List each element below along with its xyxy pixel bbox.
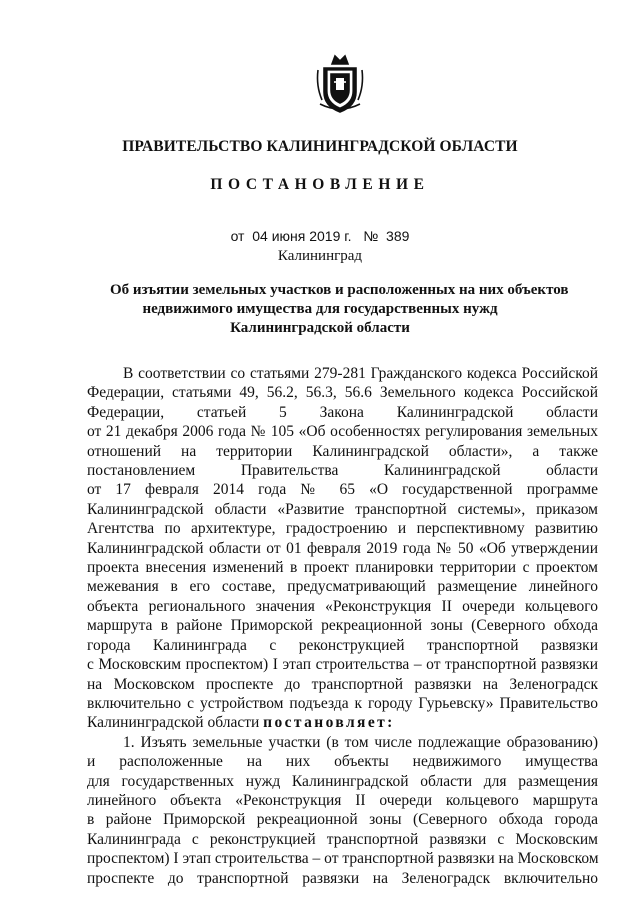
body-line: с Московским проспектом) I этап строительства – от транспортной развязки	[87, 656, 598, 674]
item-line: проспекте до транспортной развязки на Зеленоградск включительно	[87, 869, 598, 887]
body-line	[87, 713, 598, 732]
body-line: Калининградской области «Развитие транспортной системы», приказом	[87, 500, 598, 518]
subject-line: Калининградской области	[230, 320, 410, 336]
item-line: 1. Изъять земельные участки (в том числе подлежащие образованию)	[123, 733, 598, 751]
date-number-line	[0, 228, 640, 244]
item-line: для государственных нужд Калининградской области для размещения	[87, 772, 598, 790]
body-line: от 21 декабря 2006 года № 105 «Об особенностях регулирования земельных	[87, 423, 598, 441]
coat-of-arms-icon	[314, 52, 366, 114]
document-type: ПОСТАНОВЛЕНИЕ	[210, 176, 430, 193]
item-line: Калининграда с реконструкцией транспортной развязки с Московским	[87, 830, 598, 848]
body-line: отношений на территории Калининградской области», а также	[87, 442, 598, 460]
item-line: линейного объекта «Реконструкция II очереди кольцевого маршрута	[87, 791, 598, 809]
body-line: межевания в его составе, предусматривающий размещение линейного	[87, 578, 598, 596]
body-line: маршрута в районе Приморской рекреационной зоны (Северного обхода	[87, 617, 598, 635]
item-line: в районе Приморской рекреационной зоны (Северного обхода города	[87, 811, 598, 829]
body-line: постановлением Правительства Калининградской области	[87, 462, 598, 480]
body-line: города Калининграда с реконструкцией транспортной развязки	[87, 636, 598, 654]
body-line: Калининградской области от 01 февраля 2019 года № 50 «Об утверждении	[87, 539, 598, 557]
body-line: на Московском проспекте до транспортной развязки на Зеленоградск	[87, 675, 598, 693]
document-date: 04 июня 2019 г.	[252, 228, 352, 244]
body-line: от 17 февраля 2014 года № 65 «О государственной программе	[87, 481, 598, 499]
government-title: ПРАВИТЕЛЬСТВО КАЛИНИНГРАДСКОЙ ОБЛАСТИ	[122, 138, 518, 155]
body-line: проекта внесения изменений в проект планировки территории с проектом	[87, 559, 598, 577]
body-line: Агентства по архитектуре, градостроению и перспективному развитию	[87, 520, 598, 538]
document-number: 389	[386, 228, 410, 244]
document-subject	[110, 281, 569, 338]
city: Калининград	[277, 248, 363, 264]
body-line: Федерации, статьями 49, 56.2, 56.3, 56.6 Земельного кодекса Российской	[87, 384, 598, 402]
document-body	[87, 364, 598, 888]
body-line: объекта регионального значения «Реконструкция II очереди кольцевого	[87, 597, 598, 615]
body-line: включительно с устройством подъезда к городу Гурьевску» Правительство	[87, 694, 598, 712]
date-prefix: от	[230, 228, 245, 244]
subject-line: недвижимого имущества для государственных нужд	[142, 301, 498, 317]
number-prefix: №	[363, 228, 379, 244]
item-line: проспектом) I этап строительства – от транспортной развязки на Московском	[87, 850, 599, 868]
body-line: Федерации, статьей 5 Закона Калининградской области	[87, 403, 598, 421]
body-line-text: Калининградской области	[87, 714, 260, 732]
item-line: и расположенные на них объекты недвижимого имущества	[87, 753, 598, 771]
body-line: В соответствии со статьями 279-281 Гражданского кодекса Российской	[123, 365, 598, 382]
subject-line: Об изъятии земельных участков и расположенных на них объектов	[110, 282, 569, 298]
resolves-word: постановляет:	[263, 714, 395, 732]
